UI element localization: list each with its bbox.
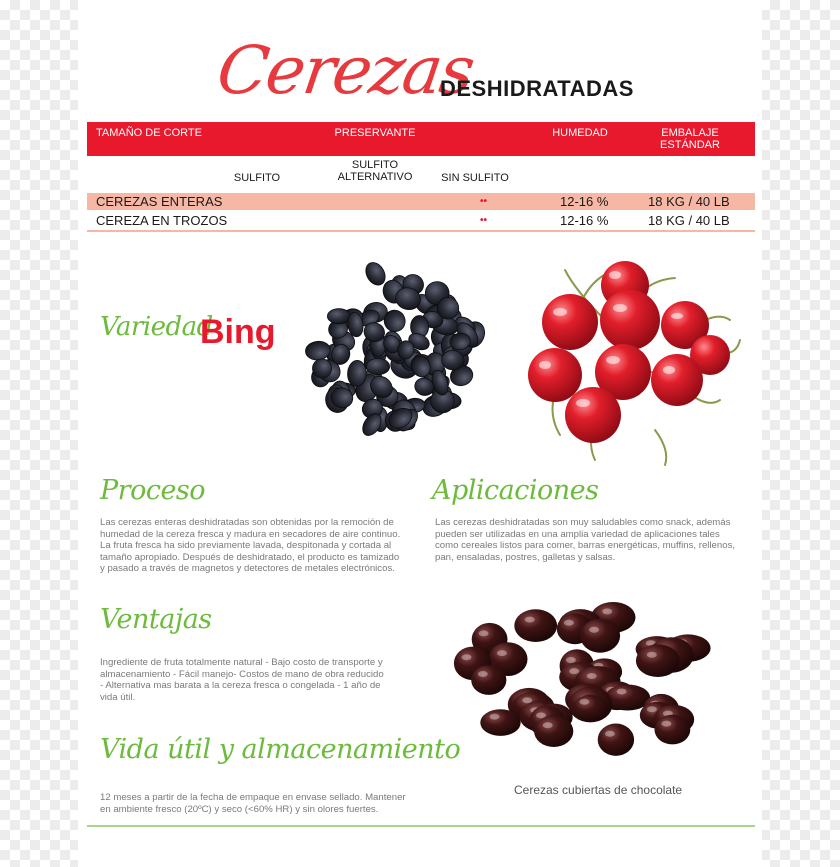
vida-line: 12 meses a partir de la fecha de empaque en envase sellado. Mantener [100,792,406,803]
header-tamano: TAMAÑO DE CORTE [96,127,202,139]
dried-cherries-image [298,250,494,450]
proceso-line: y pasado a través de magnetos y detectores de metales electrónicos. [100,563,395,574]
fresh-cherries-image [505,250,755,472]
header-preservante: PRESERVANTE [334,127,416,139]
proceso-line: Las cerezas enteras deshidratadas son obtenidas por la remoción de [100,517,394,528]
title-bold: DESHIDRATADAS [440,76,634,101]
title-script: Cerezas [212,32,478,109]
chocolate-caption: Cerezas cubiertas de chocolate [514,783,683,797]
proceso-line: La fruta fresca ha sido previamente lavada, despitonada y cortada al [100,540,392,551]
proceso-line: tamaño apropiado. Después de deshidratado, el producto es tamizado [100,551,400,563]
row1-mark: •• [480,196,488,207]
ventajas-title: Ventajas [100,604,212,635]
row2-name: CEREZA EN TROZOS [96,213,228,228]
subheader-sulfito: SULFITO [233,172,281,184]
proceso-text [100,517,418,575]
subheader-alt-line2: ALTERNATIVO [337,171,413,183]
row2-humedad: 12-16 % [560,213,609,228]
header-embalaje-line2: ESTÁNDAR [660,139,720,151]
variety-name: Bing [200,313,276,351]
aplicaciones-line: como cereales listos para comer, barras energéticas, muffins, rellenos, [435,540,736,551]
row2-mark: •• [480,215,488,226]
vida-text [100,792,420,815]
header-humedad: HUMEDAD [552,127,608,139]
row2-embalaje: 18 KG / 40 LB [648,213,730,228]
chocolate-cherries-image [445,595,730,775]
row1-humedad: 12-16 % [560,194,609,209]
vida-line: en ambiente fresco (20ºC) y seco (<60% HR) y sin olores fuertes. [100,803,379,815]
ventajas-line: almacenamiento - Fácil manejo- Costos de mano de obra reducido [100,668,384,680]
aplicaciones-line: pan, ensaladas, postres, galletas y salsas. [435,551,616,563]
aplicaciones-title: Aplicaciones [432,475,599,506]
variety-label: Variedad [100,312,213,342]
vida-title: Vida útil y almacenamiento [100,734,461,765]
subheader-alt-line1: SULFITO [351,159,399,171]
aplicaciones-line: pueden ser utilizadas en una amplia variedad de aplicaciones tales [435,528,720,540]
aplicaciones-line: Las cerezas deshidratadas son muy saludables como snack, además [435,517,731,528]
ventajas-line: - Alternativa mas barata a la cereza fresca o congelada - 1 año de [100,680,381,691]
ventajas-line: Ingrediente de fruta totalmente natural - Bajo costo de transporte y [100,657,383,668]
proceso-line: humedad de la cereza fresca y madura en secadores de aire continuo. [100,528,401,540]
ventajas-text [100,657,418,703]
header-embalaje [640,127,740,151]
proceso-title: Proceso [100,475,206,506]
subheader-sulfito-alternativo [325,159,425,183]
table-bottom-line [87,230,755,232]
ventajas-line: vida útil. [100,691,136,703]
bottom-divider [87,825,755,827]
row1-name: CEREZAS ENTERAS [96,194,223,209]
subheader-sin-sulfito: SIN SULFITO [441,172,509,184]
aplicaciones-text [435,517,755,563]
header-embalaje-line1: EMBALAJE [661,127,719,139]
row1-embalaje: 18 KG / 40 LB [648,194,730,209]
